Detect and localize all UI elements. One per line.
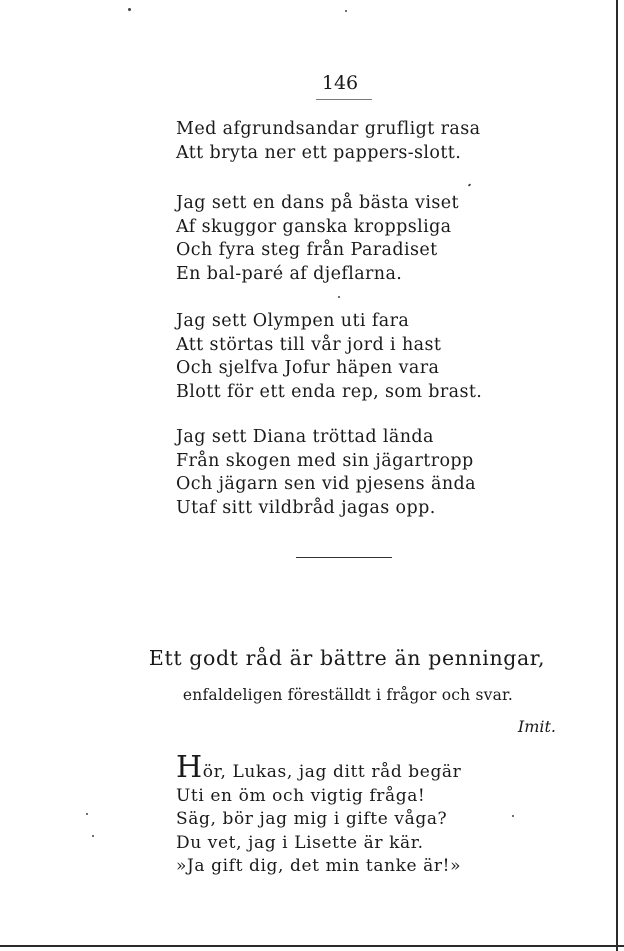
- page-number: 146: [321, 72, 359, 94]
- verse-line: Från skogen med sin jägartropp: [176, 450, 474, 471]
- page-edge-right: [616, 0, 618, 951]
- print-speck: [92, 835, 94, 837]
- print-speck: [338, 296, 340, 298]
- poem-2-body: [176, 750, 462, 879]
- poem-title: Ett godt råd är bättre än penningar,: [148, 646, 546, 670]
- verse-line-first: [176, 750, 462, 785]
- page-edge-bottom: [0, 945, 624, 947]
- verse-line: Att bryta ner ett pappers-slott.: [176, 142, 462, 163]
- verse-line: Säg, bör jag mig i gifte våga?: [176, 809, 448, 829]
- verse-line: Utaf sitt vildbråd jagas opp.: [176, 497, 436, 518]
- first-line-rest: ör, Lukas, jag ditt råd begär: [202, 762, 462, 782]
- print-speck: [512, 815, 514, 817]
- verse-line: Uti en öm och vigtig fråga!: [176, 785, 426, 806]
- print-speck: [345, 10, 347, 12]
- stanza-2: [176, 192, 459, 286]
- verse-line: »Ja gift dig, det min tanke är!»: [176, 856, 462, 876]
- section-divider: [296, 557, 392, 558]
- verse-line: Jag sett Olympen uti fara: [176, 311, 410, 331]
- drop-cap: H: [176, 750, 203, 785]
- print-speck: [86, 813, 88, 815]
- verse-line: Med afgrundsandar grufligt rasa: [176, 119, 481, 139]
- page-number-underline: [316, 99, 372, 100]
- verse-line: Blott för ett enda rep, som brast.: [176, 381, 483, 402]
- print-speck: [468, 183, 472, 186]
- stanza-4: [176, 426, 476, 520]
- verse-line: Och sjelfva Jofur häpen vara: [176, 358, 440, 378]
- poem-subtitle: enfaldeligen föreställdt i frågor och svar.: [182, 686, 514, 704]
- poem-attribution: Imit.: [517, 717, 556, 736]
- verse-line: Och fyra steg från Paradiset: [176, 240, 438, 260]
- verse-line: Af skuggor ganska kroppsliga: [176, 216, 452, 237]
- verse-line: Jag sett en dans på bästa viset: [176, 193, 459, 213]
- stanza-1: [176, 118, 480, 165]
- stanza-3: [176, 310, 482, 404]
- verse-line: Jag sett Diana tröttad lända: [176, 427, 434, 447]
- print-speck: [128, 8, 131, 11]
- verse-line: Att störtas till vår jord i hast: [176, 334, 442, 355]
- verse-line: Du vet, jag i Lisette är kär.: [176, 832, 424, 853]
- verse-line: Och jägarn sen vid pjesens ända: [176, 474, 476, 494]
- verse-line: En bal-paré af djeflarna.: [176, 263, 403, 284]
